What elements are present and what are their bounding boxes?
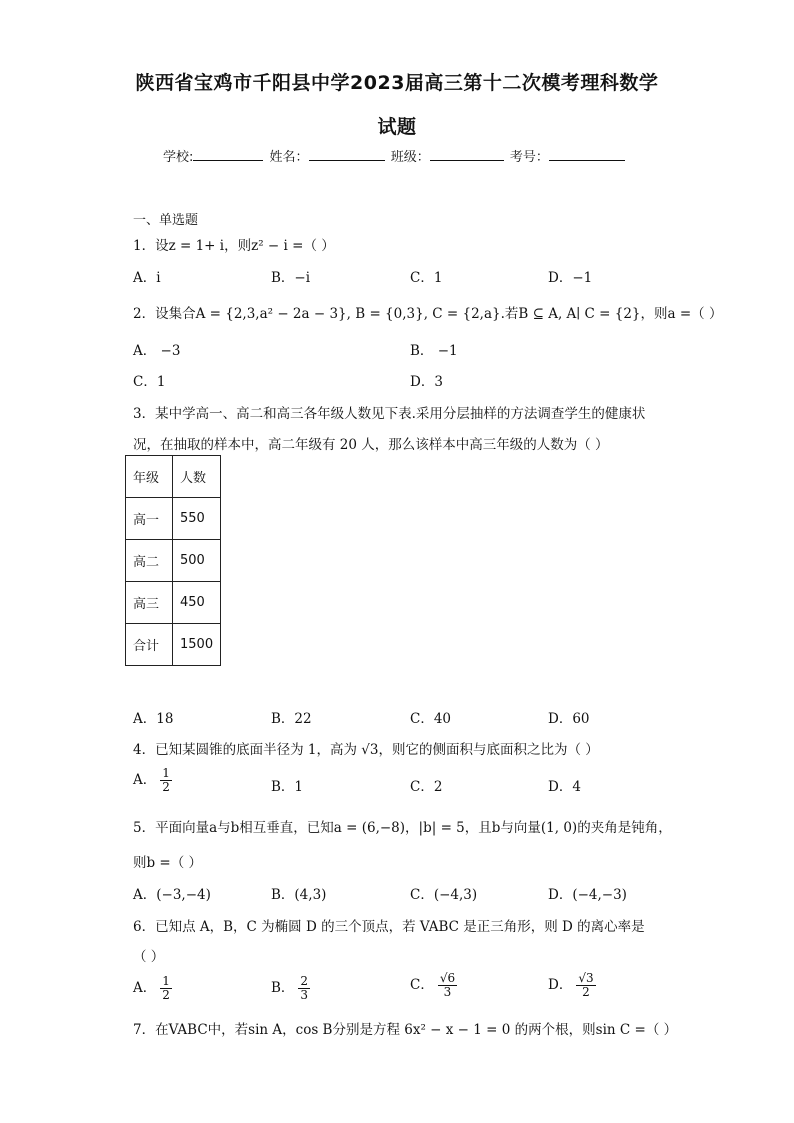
q3-option-b: B．22 xyxy=(271,711,312,727)
table-cell: 合计 xyxy=(126,624,173,666)
table-row xyxy=(126,624,221,666)
table-row xyxy=(126,498,221,540)
fraction xyxy=(438,972,457,999)
fraction-denominator: 3 xyxy=(300,988,309,1002)
q4-option-b: B．1 xyxy=(271,779,304,795)
q5-option-c: C．(−4,3) xyxy=(410,887,478,903)
section-heading: 一、单选题 xyxy=(133,213,199,228)
q1-option-d: D．−1 xyxy=(548,270,593,286)
class-label: 班级： xyxy=(390,150,430,165)
fraction xyxy=(298,975,310,1002)
q4-option-a xyxy=(133,767,172,794)
q4-option-d: D．4 xyxy=(548,779,581,795)
name-blank xyxy=(309,146,385,161)
q6-option-d-label: D． xyxy=(548,977,573,993)
q3-option-a: A．18 xyxy=(133,711,174,727)
q2-option-d: D．3 xyxy=(410,374,443,390)
table-row xyxy=(126,540,221,582)
table-cell: 高三 xyxy=(126,582,173,624)
table-header-cell: 人数 xyxy=(173,456,221,498)
q5-option-b: B．(4,3) xyxy=(271,887,327,903)
fraction-numerator: 1 xyxy=(162,974,170,988)
table-cell: 500 xyxy=(173,540,221,582)
fraction-numerator: √3 xyxy=(578,971,594,985)
q4-option-c: C．2 xyxy=(410,779,443,795)
fraction xyxy=(160,975,172,1002)
q6-option-b xyxy=(271,975,310,1002)
question-3-stem-line1: 3．某中学高一、高二和高三各年级人数见下表.采用分层抽样的方法调查学生的健康状 xyxy=(133,406,646,422)
question-1-stem: 1．设z = 1+ i，则z² − i =（ ） xyxy=(133,238,335,254)
exam-number-label: 考号： xyxy=(509,150,549,165)
fraction xyxy=(576,972,595,999)
q6-option-a xyxy=(133,975,172,1002)
q1-option-b: B．−i xyxy=(271,270,311,286)
table-cell: 高二 xyxy=(126,540,173,582)
fraction-denominator: 2 xyxy=(582,985,590,999)
table-row xyxy=(126,582,221,624)
table-row xyxy=(126,456,221,498)
fraction-denominator: 2 xyxy=(162,988,170,1002)
q2-option-c: C．1 xyxy=(133,374,166,390)
question-6-stem-line1: 6．已知点 A，B，C 为椭圆 D 的三个顶点，若 VABC 是正三角形，则 D 的离心率是 xyxy=(133,919,645,935)
q1-option-c: C．1 xyxy=(410,270,443,286)
question-2-stem: 2．设集合A = {2,3,a² − 2a − 3}, B = {0,3}, C = {2,a}.若B ⊆ A, A∣ C = {2}，则a =（ ） xyxy=(133,306,723,322)
school-label: 学校: xyxy=(163,150,194,165)
table-cell: 1500 xyxy=(173,624,221,666)
question-5-stem-line2: 则b =（ ） xyxy=(133,855,203,871)
q5-option-d: D．(−4,−3) xyxy=(548,887,627,903)
q5-option-a: A．(−3,−4) xyxy=(133,887,211,903)
q3-option-d: D．60 xyxy=(548,711,590,727)
fraction-numerator: 1 xyxy=(162,766,170,780)
q6-option-d xyxy=(548,972,596,999)
question-4-stem: 4．已知某圆锥的底面半径为 1，高为 √3，则它的侧面积与底面积之比为（ ） xyxy=(133,742,599,758)
name-label: 姓名： xyxy=(269,150,309,165)
fraction-numerator: √6 xyxy=(439,971,456,985)
question-5-stem-line1: 5．平面向量a与b相互垂直，已知a = (6,−8)，|b| = 5，且b与向量(1, 0)的夹角是钝角， xyxy=(133,820,672,836)
q2-option-a: A． −3 xyxy=(133,343,181,359)
q6-option-c-label: C． xyxy=(410,977,434,993)
page-title-line2: 试题 xyxy=(377,116,417,138)
table-cell: 高一 xyxy=(126,498,173,540)
class-blank xyxy=(430,146,504,161)
exam-number-blank xyxy=(549,146,625,161)
q3-option-c: C．40 xyxy=(410,711,452,727)
fraction-denominator: 3 xyxy=(443,985,452,999)
school-blank xyxy=(193,146,263,161)
table-cell: 550 xyxy=(173,498,221,540)
q4-option-a-label: A． xyxy=(133,772,157,788)
table-header-cell: 年级 xyxy=(126,456,173,498)
fraction xyxy=(160,767,172,794)
grade-population-table xyxy=(125,455,221,666)
table-cell: 450 xyxy=(173,582,221,624)
q6-option-c xyxy=(410,972,457,999)
fraction-numerator: 2 xyxy=(300,974,309,988)
student-info-row xyxy=(163,146,627,165)
page-title-line1: 陕西省宝鸡市千阳县中学2023届高三第十二次模考理科数学 xyxy=(135,72,659,94)
question-6-stem-line2: （ ） xyxy=(133,949,165,965)
fraction-denominator: 2 xyxy=(162,780,170,794)
question-3-stem-line2: 况，在抽取的样本中，高二年级有 20 人，那么该样本中高三年级的人数为（ ） xyxy=(133,437,609,453)
question-7-stem: 7．在VABC中，若sin A，cos B分别是方程 6x² − x − 1 = 0 的两个根，则sin C =（ ） xyxy=(133,1022,678,1038)
q1-option-a: A．i xyxy=(133,270,161,286)
q6-option-a-label: A． xyxy=(133,980,157,996)
q2-option-b: B． −1 xyxy=(410,343,458,359)
q6-option-b-label: B． xyxy=(271,980,295,996)
